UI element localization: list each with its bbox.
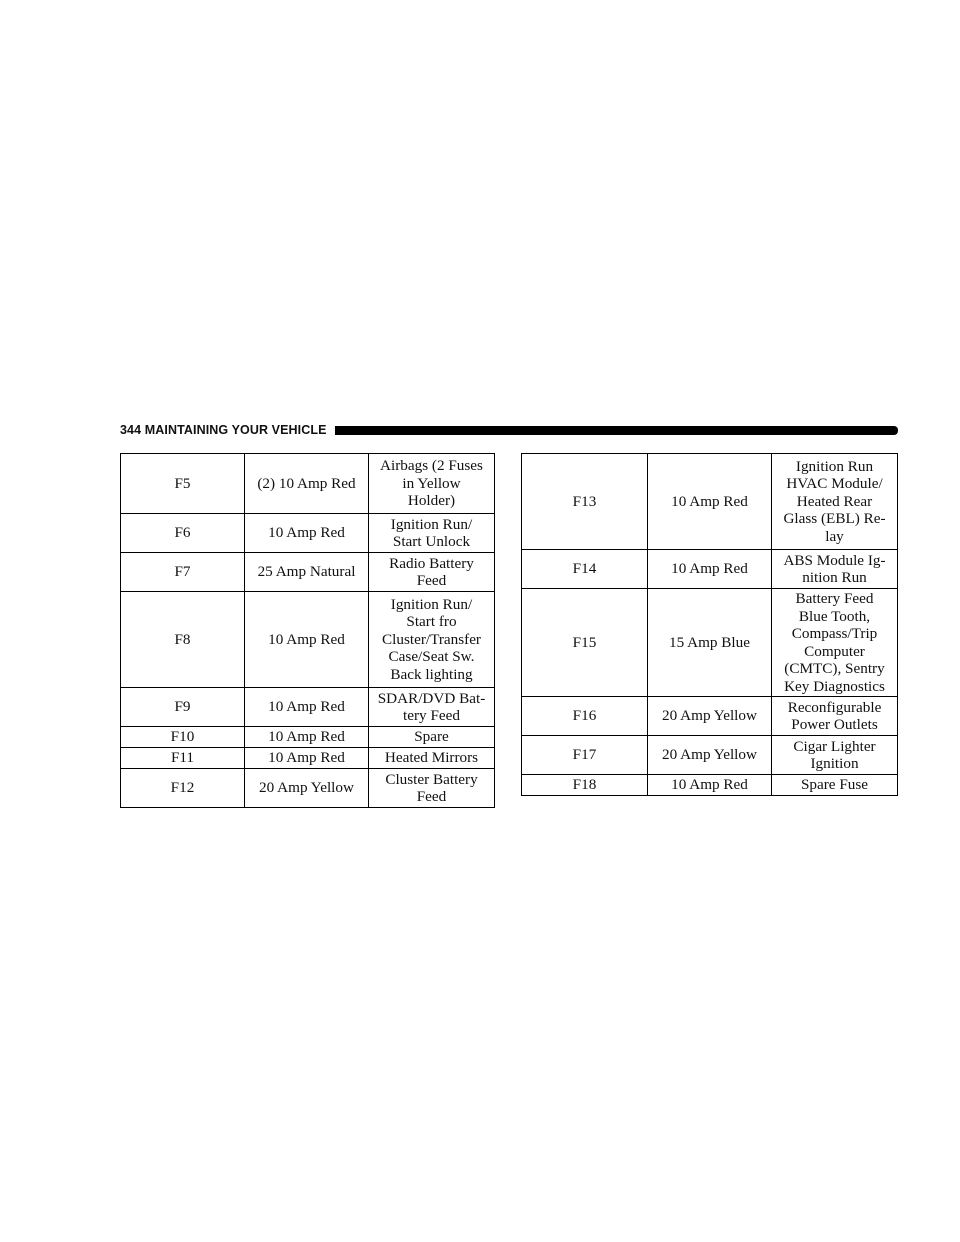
- fuse-cavity-cell: F12: [121, 769, 245, 808]
- fuse-description-cell: Radio Battery Feed: [369, 553, 495, 592]
- fuse-cavity-cell: F13: [522, 454, 648, 550]
- fuse-description-cell: Cigar Lighter Ignition: [772, 736, 898, 775]
- fuse-cavity-cell: F15: [522, 589, 648, 697]
- fuse-rating-cell: 10 Amp Red: [245, 592, 369, 688]
- fuse-description-cell: Ignition Run HVAC Module/ Heated Rear Glass (EBL) Re- lay: [772, 454, 898, 550]
- table-row: [522, 775, 898, 796]
- table-row: [121, 454, 495, 514]
- fuse-cavity-cell: F6: [121, 514, 245, 553]
- fuse-description-cell: Spare: [369, 727, 495, 748]
- fuse-cavity-cell: F17: [522, 736, 648, 775]
- fuse-cavity-cell: F9: [121, 688, 245, 727]
- fuse-rating-cell: 25 Amp Natural: [245, 553, 369, 592]
- table-row: [121, 688, 495, 727]
- fuse-rating-cell: (2) 10 Amp Red: [245, 454, 369, 514]
- fuse-table-left: [120, 453, 495, 808]
- fuse-cavity-cell: F14: [522, 550, 648, 589]
- fuse-rating-cell: 10 Amp Red: [245, 688, 369, 727]
- fuse-description-cell: Ignition Run/ Start Unlock: [369, 514, 495, 553]
- fuse-description-cell: Spare Fuse: [772, 775, 898, 796]
- fuse-cavity-cell: F16: [522, 697, 648, 736]
- fuse-cavity-cell: F5: [121, 454, 245, 514]
- fuse-cavity-cell: F10: [121, 727, 245, 748]
- page-header: [120, 420, 898, 440]
- fuse-description-cell: Battery Feed Blue Tooth, Compass/Trip Computer (CMTC), Sentry Key Diagnostics: [772, 589, 898, 697]
- fuse-rating-cell: 20 Amp Yellow: [245, 769, 369, 808]
- fuse-cavity-cell: F8: [121, 592, 245, 688]
- fuse-rating-cell: 15 Amp Blue: [648, 589, 772, 697]
- fuse-description-cell: ABS Module Ig- nition Run: [772, 550, 898, 589]
- table-row: [121, 553, 495, 592]
- fuse-rating-cell: 10 Amp Red: [245, 748, 369, 769]
- table-row: [121, 514, 495, 553]
- table-row: [522, 736, 898, 775]
- table-row: [121, 727, 495, 748]
- table-row: [121, 748, 495, 769]
- fuse-rating-cell: 10 Amp Red: [245, 727, 369, 748]
- fuse-description-cell: Heated Mirrors: [369, 748, 495, 769]
- table-row: [121, 769, 495, 808]
- fuse-rating-cell: 20 Amp Yellow: [648, 697, 772, 736]
- fuse-description-cell: Cluster Battery Feed: [369, 769, 495, 808]
- fuse-table-right: [521, 453, 898, 796]
- table-row: [121, 592, 495, 688]
- fuse-rating-cell: 10 Amp Red: [648, 775, 772, 796]
- header-rule: [335, 426, 898, 435]
- fuse-rating-cell: 10 Amp Red: [648, 454, 772, 550]
- page-label: 344 MAINTAINING YOUR VEHICLE: [120, 423, 327, 437]
- fuse-rating-cell: 10 Amp Red: [648, 550, 772, 589]
- fuse-description-cell: Reconfigurable Power Outlets: [772, 697, 898, 736]
- fuse-description-cell: SDAR/DVD Bat- tery Feed: [369, 688, 495, 727]
- fuse-description-cell: Airbags (2 Fuses in Yellow Holder): [369, 454, 495, 514]
- table-row: [522, 589, 898, 697]
- fuse-cavity-cell: F7: [121, 553, 245, 592]
- table-row: [522, 697, 898, 736]
- fuse-rating-cell: 10 Amp Red: [245, 514, 369, 553]
- table-row: [522, 454, 898, 550]
- fuse-rating-cell: 20 Amp Yellow: [648, 736, 772, 775]
- fuse-cavity-cell: F11: [121, 748, 245, 769]
- fuse-cavity-cell: F18: [522, 775, 648, 796]
- table-row: [522, 550, 898, 589]
- fuse-description-cell: Ignition Run/ Start fro Cluster/Transfer Case/Seat Sw. Back lighting: [369, 592, 495, 688]
